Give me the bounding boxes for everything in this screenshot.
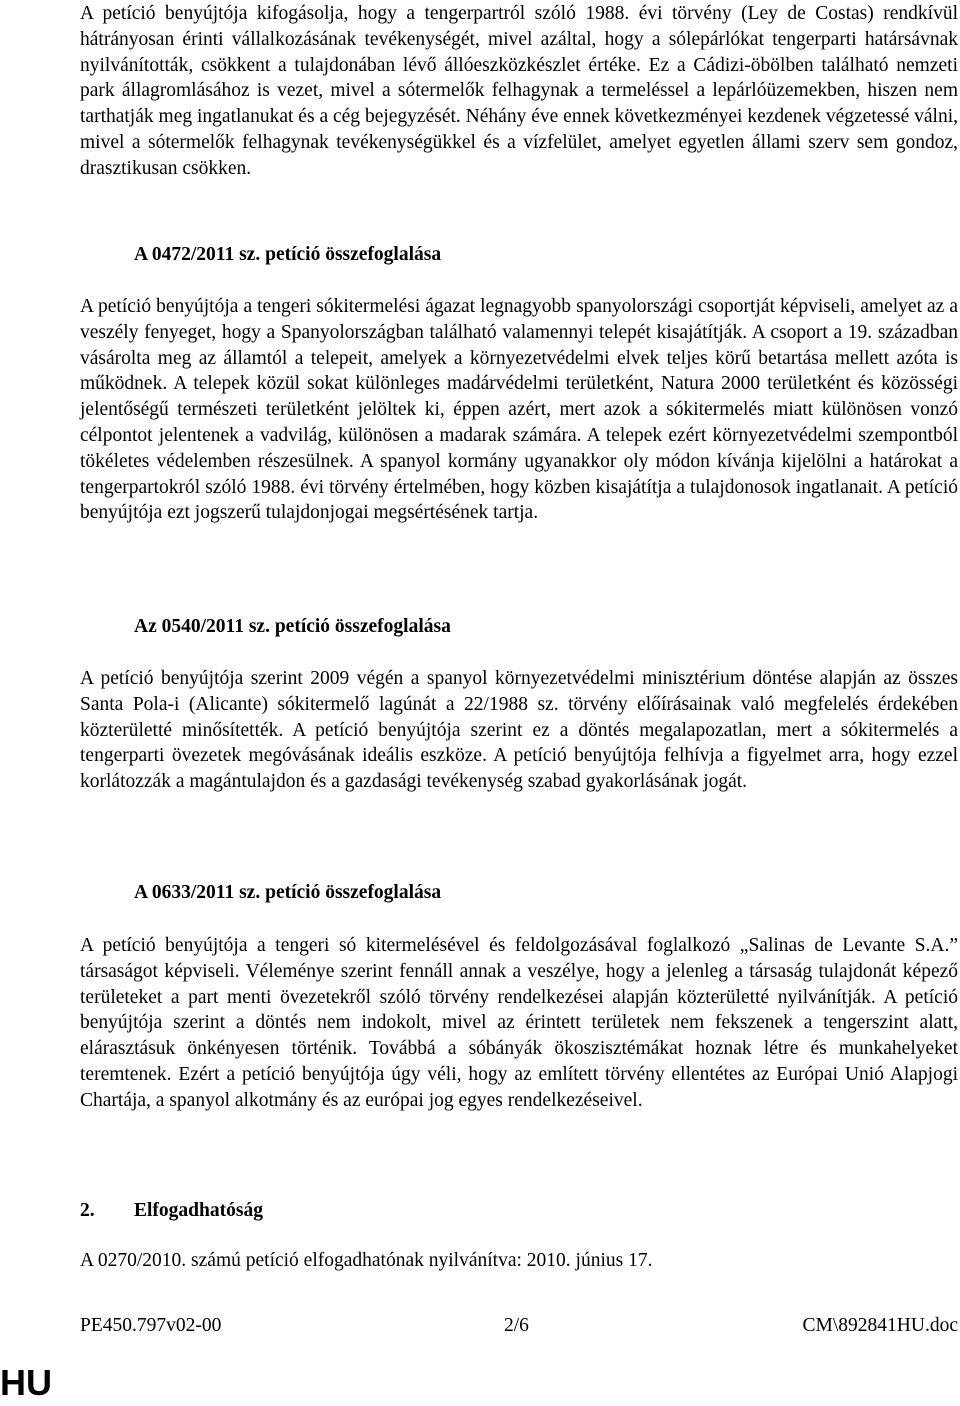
section-heading-0472 — [134, 242, 441, 268]
section-heading-title: petíció összefoglalása — [265, 882, 442, 903]
admissibility-number: 2. — [80, 1200, 95, 1221]
language-code: HU — [0, 1362, 52, 1403]
section-heading-0540 — [134, 614, 451, 640]
section-heading-number: A 0633/2011 sz. — [134, 882, 261, 903]
footer-doc-ref: PE450.797v02-00 — [80, 1315, 222, 1336]
section-heading-title: petíció összefoglalása — [274, 616, 451, 637]
section-heading-number: A 0472/2011 sz. — [134, 244, 261, 265]
section-paragraph-0540: A petíció benyújtója szerint 2009 végén a spanyol környezetvédelmi minisztérium döntése alapján az összes Santa Pola-i (Alicante) sókitermelő lagúnát a 22/1988 sz. törvény előírásainak való megfelelés érdekében közterületté minősítették. A petíció benyújtója szerint ez a döntés megalapozatlan, mert a sókitermelés a tengerparti övezetek megóvásának ideális eszköze. A petíció benyújtója felhívja a figyelmet arra, hogy ezzel korlátozzák a magántulajdon és a gazdasági tevékenység szabad gyakorlásának jogát. — [80, 668, 958, 793]
section-paragraph-0472: A petíció benyújtója a tengeri sókitermelési ágazat legnagyobb spanyolországi csoportját képviseli, amelyet az a veszély fenyeget, hogy a Spanyolországban található valamennyi telepét kisajátítják. A csoport a 19. században vásárolta meg az államtól a telepeit, amelyek a környezetvédelmi elvek teljes körű betartása mellett azóta is működnek. A telepek közül sokat különleges madárvédelmi területként, Natura 2000 területként és közösségi jelentőségű természeti területként jelöltek ki, éppen azért, mert azok a sókitermelés miatt különösen vonzó célpontot jelentenek a vadvilág, különösen a madarak számára. A telepek ezért környezetvédelmi szempontból tökéletes védelemben részesülnek. A spanyol kormány ugyanakkor oly módon kívánja kijelölni a határokat a tengerpartokról szóló 1988. évi törvény értelmében, hogy közben kisajátítja a tulajdonosok ingatlanait. A petíció benyújtója ezt jogszerű tulajdonjogai megsértésének tartja. — [80, 296, 958, 524]
footer-page-number: 2/6 — [504, 1315, 529, 1336]
section-paragraph-0633: A petíció benyújtója a tengeri só kitermelésével és feldolgozásával foglalkozó „Salinas de Levante S.A.” társaságot képviseli. Véleménye szerint fennáll annak a veszélye, hogy a jelenleg a társaság tulajdonát képező területeket a part menti övezetekről szóló törvény rendelkezései alapján közterületté nyilvánítják. A petíció benyújtója szerint a döntés nem indokolt, mivel az érintett területek nem fekszenek a tengerszint alatt, elárasztásuk önkényesen történik. Továbbá a sóbányák ökoszisztémákat hoznak létre és munkahelyeket teremtenek. Ezért a petíció benyújtója úgy véli, hogy az említett törvény ellentétes az Európai Unió Alapjogi Chartája, a spanyol alkotmány és az európai jog egyes rendelkezéseivel. — [80, 935, 958, 1111]
section-heading-title: petíció összefoglalása — [265, 244, 442, 265]
intro-paragraph: A petíció benyújtója kifogásolja, hogy a tengerpartról szóló 1988. évi törvény (Ley de Costas) rendkívül hátrányosan érinti vállalkozásának tevékenységét, mivel azáltal, hogy a sólepárlókat tengerparti határsávnak nyilvánították, csökkent a tulajdonában lévő állóeszközkészlet értéke. Ez a Cádizi-öbölben található nemzeti park állagromlásához is vezet, mivel a sótermelők felhagynak a termeléssel a lepárlóüzemekben, hiszen nem tarthatják meg ingatlanukat és a cég bejegyzését. Néhány éve ennek következményei kezdenek végzetessé válni, mivel a sótermelők felhagynak tevékenységükkel és a vízfelület, amelyet egyetlen állami szerv sem gondoz, drasztikusan csökken. — [80, 3, 958, 179]
section-heading-number: Az 0540/2011 sz. — [134, 616, 270, 637]
admissibility-paragraph: A 0270/2010. számú petíció elfogadhatónak nyilvánítva: 2010. június 17. — [80, 1250, 653, 1271]
admissibility-title: Elfogadhatóság — [134, 1200, 263, 1221]
admissibility-heading — [80, 1198, 263, 1224]
footer-file-name: CM\892841HU.doc — [802, 1315, 958, 1336]
section-heading-0633 — [134, 880, 441, 906]
